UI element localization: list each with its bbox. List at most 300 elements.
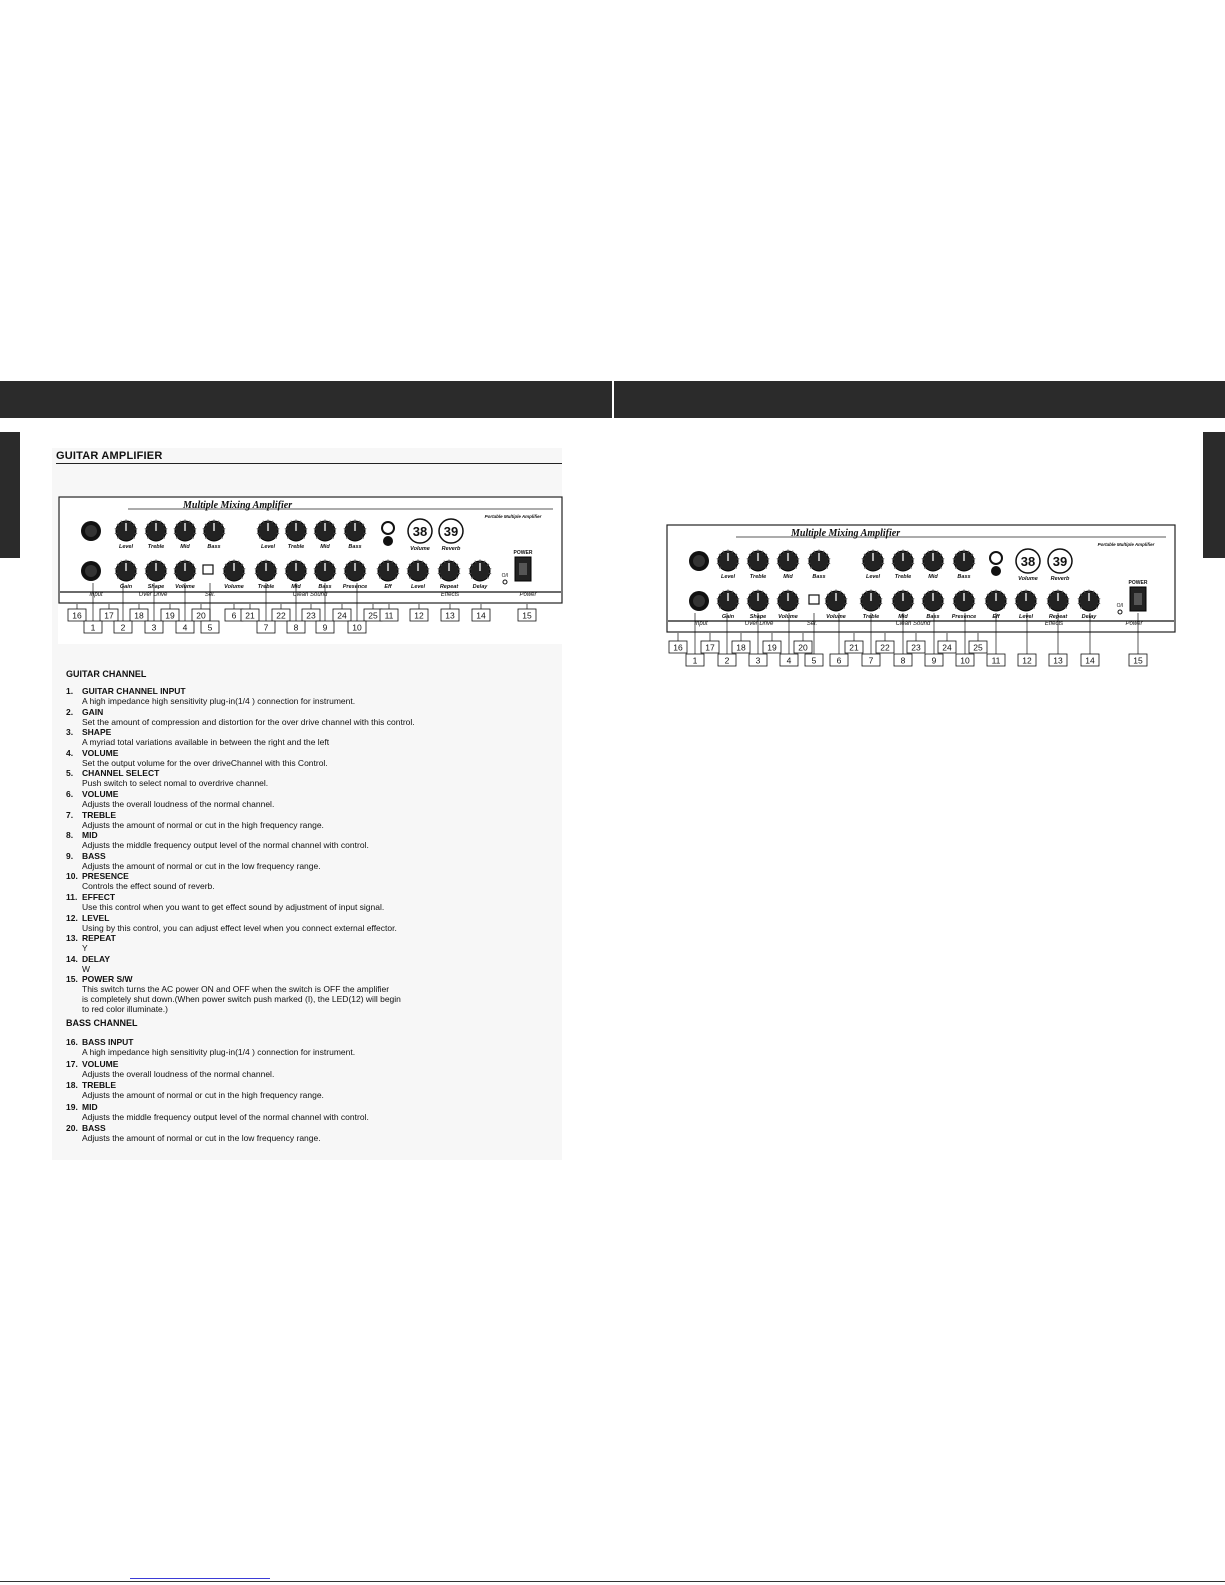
- knob-grip: [438, 573, 440, 574]
- knob-grip: [135, 529, 137, 530]
- panel-subtitle: Portable Multiple Amplifier: [1097, 542, 1155, 547]
- item-number: 2.: [66, 706, 74, 717]
- knob-label: Presence: [951, 614, 977, 620]
- item-title: BASS INPUT: [82, 1037, 134, 1047]
- callout-number: 24: [337, 610, 347, 621]
- knob-grip: [377, 569, 379, 570]
- knob-grip: [334, 533, 336, 534]
- item-title: DELAY: [82, 953, 111, 964]
- knob-label: Treble: [894, 574, 912, 580]
- amp-panel-diagram-right: [666, 524, 1176, 674]
- knob-grip: [860, 603, 862, 604]
- footer-rule: [0, 1581, 1225, 1582]
- guitar-channel-item: [66, 768, 546, 788]
- knob-grip: [135, 533, 137, 534]
- callout-number: 3: [151, 622, 157, 633]
- callout-number: 1: [90, 622, 96, 633]
- knob-grip: [165, 533, 167, 534]
- knob-grip: [203, 533, 205, 534]
- knob-grip: [305, 569, 307, 570]
- numbered-knob-label: 38: [412, 524, 428, 539]
- item-number: 17.: [66, 1058, 78, 1069]
- item-number: 20.: [66, 1123, 78, 1133]
- section-label: Clean Sound: [292, 592, 328, 598]
- callout-number: 15: [522, 610, 532, 621]
- knob-label: Mid: [180, 544, 190, 550]
- knob-grip: [165, 569, 167, 570]
- item-number: 16.: [66, 1037, 78, 1047]
- amp-panel-diagram-left: [58, 496, 563, 644]
- side-tab-left: [0, 432, 20, 558]
- item-description: A myriad total variations available in between the right and the left: [82, 737, 330, 748]
- knob-grip: [973, 563, 975, 564]
- knob-label: Treble: [257, 584, 275, 590]
- knob-grip: [922, 559, 924, 560]
- knob-label: Volume: [778, 614, 798, 620]
- callout-number: 20: [798, 642, 808, 653]
- callout-number: 21: [245, 610, 255, 621]
- knob-label: Level: [865, 574, 881, 580]
- knob-label: Delay: [1081, 614, 1097, 620]
- knob-grip: [973, 559, 975, 560]
- guitar-channel-item: [66, 892, 546, 912]
- knob-grip: [953, 563, 955, 564]
- panel-title: Multiple Mixing Amplifier: [183, 500, 293, 511]
- item-number: 10.: [66, 871, 78, 882]
- item-description: Adjusts the middle frequency output level of the normal channel with control.: [82, 840, 369, 851]
- power-label: POWER: [513, 550, 533, 556]
- knob-label: Volume: [224, 584, 244, 590]
- knob-grip: [912, 603, 914, 604]
- knob-label: Bass: [812, 574, 826, 580]
- knob-grip: [828, 559, 830, 560]
- item-number: 9.: [66, 850, 74, 861]
- callout-number: 7: [868, 655, 874, 666]
- item-description: Set the amount of compression and distortion for the over drive channel with this control.: [82, 716, 415, 727]
- knob-grip: [194, 569, 196, 570]
- knob-label: Level: [1018, 614, 1034, 620]
- knob-grip: [942, 559, 944, 560]
- guitar-channel-item: [66, 974, 546, 1014]
- knob-grip: [165, 529, 167, 530]
- item-number: 6.: [66, 788, 74, 799]
- knob-label: Bass: [318, 584, 332, 590]
- item-title: VOLUME: [82, 1058, 119, 1069]
- item-title: TREBLE: [82, 1080, 116, 1090]
- item-number: 3.: [66, 727, 74, 738]
- knob-label: Gain: [119, 584, 133, 590]
- knob-grip: [922, 563, 924, 564]
- section-label: Effects: [440, 592, 460, 598]
- power-on-label: O/I: [1116, 603, 1124, 609]
- item-number: 4.: [66, 747, 74, 758]
- guitar-channel-item: [66, 871, 546, 891]
- item-title: GAIN: [82, 706, 104, 717]
- side-tab-right: [1203, 432, 1225, 558]
- knob-grip: [860, 599, 862, 600]
- knob-grip: [767, 563, 769, 564]
- callout-number: 7: [263, 622, 269, 633]
- knob-grip: [828, 563, 830, 564]
- callout-number: 23: [306, 610, 316, 621]
- item-title: BASS: [82, 850, 106, 861]
- knob-grip: [314, 569, 316, 570]
- callout-number: 1: [692, 655, 698, 666]
- knob-label: Level: [720, 574, 736, 580]
- knob-grip: [1047, 599, 1049, 600]
- numbered-knob-label: 39: [1052, 554, 1068, 569]
- callout-number: 17: [104, 610, 114, 621]
- knob-grip: [892, 559, 894, 560]
- section-label: Power: [1125, 621, 1143, 627]
- knob-grip: [285, 529, 287, 530]
- knob-grip: [135, 569, 137, 570]
- callout-number: 2: [724, 655, 730, 666]
- knob-grip: [777, 559, 779, 560]
- knob-grip: [305, 533, 307, 534]
- section-label: Input: [89, 592, 103, 598]
- knob-grip: [115, 533, 117, 534]
- knob-grip: [364, 573, 366, 574]
- item-description: Controls the effect sound of reverb.: [82, 881, 215, 892]
- knob-grip: [469, 569, 471, 570]
- guitar-channel-item: [66, 851, 546, 871]
- power-switch-rocker: [519, 563, 527, 575]
- knob-grip: [314, 533, 316, 534]
- knob-label: Volume: [1018, 576, 1038, 582]
- callout-number: 5: [207, 622, 213, 633]
- knob-grip: [737, 599, 739, 600]
- item-title: MID: [82, 1101, 98, 1112]
- header-bar-left: [0, 381, 612, 418]
- callout-number: 10: [352, 622, 362, 633]
- knob-grip: [825, 603, 827, 604]
- knob-grip: [489, 569, 491, 570]
- knob-label: Level: [410, 584, 426, 590]
- knob-grip: [1078, 603, 1080, 604]
- item-number: 14.: [66, 953, 78, 964]
- knob-grip: [1035, 603, 1037, 604]
- knob-grip: [1035, 599, 1037, 600]
- knob-label: Bass: [926, 614, 940, 620]
- knob-grip: [882, 559, 884, 560]
- callout-number: 6: [836, 655, 842, 666]
- item-description: This switch turns the AC power ON and OFF when the switch is OFF the amplifier is completely shut down.(When power switch push marked (I), the LED(12) will begin to red color illuminate.): [82, 984, 401, 1015]
- knob-grip: [275, 573, 277, 574]
- knob-grip: [285, 533, 287, 534]
- knob-grip: [1005, 603, 1007, 604]
- section-label: Sel.: [806, 621, 818, 627]
- knob-grip: [922, 599, 924, 600]
- knob-grip: [407, 569, 409, 570]
- knob-grip: [223, 569, 225, 570]
- callout-number: 4: [182, 622, 188, 633]
- knob-grip: [223, 533, 225, 534]
- callout-number: 13: [445, 610, 455, 621]
- knob-grip: [1098, 603, 1100, 604]
- knob-grip: [438, 569, 440, 570]
- knob-grip: [737, 559, 739, 560]
- callout-number: 2: [120, 622, 126, 633]
- knob-grip: [942, 563, 944, 564]
- bass-channel-item: [66, 1102, 546, 1122]
- knob-grip: [174, 573, 176, 574]
- knob-grip: [165, 573, 167, 574]
- guitar-input-jack-inner: [693, 595, 705, 607]
- callout-number: 22: [880, 642, 890, 653]
- section-title: GUITAR AMPLIFIER: [56, 450, 562, 464]
- knob-grip: [257, 529, 259, 530]
- item-title: BASS: [82, 1123, 106, 1133]
- knob-grip: [985, 599, 987, 600]
- amp-panel-svg-left: [58, 496, 563, 644]
- knob-grip: [1015, 603, 1017, 604]
- callout-number: 14: [476, 610, 486, 621]
- item-description: Y: [82, 943, 88, 954]
- item-description: W: [82, 963, 91, 974]
- callout-number: 12: [414, 610, 424, 621]
- knob-label: Mid: [783, 574, 793, 580]
- knob-grip: [825, 599, 827, 600]
- knob-grip: [737, 563, 739, 564]
- section-label: Over Drive: [138, 592, 168, 598]
- item-description: A high impedance high sensitivity plug-in(1/4 ) connection for instrument.: [82, 696, 356, 706]
- knob-grip: [377, 573, 379, 574]
- knob-grip: [257, 533, 259, 534]
- knob-grip: [407, 573, 409, 574]
- guitar-channel-item: [66, 810, 546, 830]
- knob-grip: [397, 569, 399, 570]
- item-title: CHANNEL SELECT: [82, 768, 160, 779]
- knob-grip: [880, 599, 882, 600]
- knob-label: Volume: [175, 584, 195, 590]
- item-title: GUITAR CHANNEL INPUT: [82, 686, 186, 696]
- item-description: Push switch to select nomal to overdrive channel.: [82, 778, 269, 789]
- callout-number: 19: [165, 610, 175, 621]
- knob-label: Mid: [928, 574, 938, 580]
- knob-grip: [767, 559, 769, 560]
- knob-label: Mid: [320, 544, 330, 550]
- knob-grip: [797, 563, 799, 564]
- guitar-channel-list: [66, 686, 546, 1015]
- guitar-channel-item: [66, 686, 546, 706]
- knob-label: Presence: [342, 584, 368, 590]
- knob-grip: [777, 563, 779, 564]
- knob-grip: [953, 559, 955, 560]
- knob-label: Eff: [992, 614, 1000, 620]
- knob-grip: [892, 599, 894, 600]
- bass-input-jack-inner: [85, 525, 97, 537]
- knob-label: Mid: [291, 584, 301, 590]
- knob-grip: [314, 573, 316, 574]
- item-description: Adjusts the amount of normal or cut in the high frequency range.: [82, 819, 324, 830]
- item-description: Adjusts the amount of normal or cut in the low frequency range.: [82, 860, 321, 871]
- knob-grip: [285, 569, 287, 570]
- knob-grip: [973, 599, 975, 600]
- callout-number: 11: [384, 610, 394, 621]
- knob-grip: [767, 603, 769, 604]
- knob-grip: [922, 603, 924, 604]
- knob-grip: [862, 559, 864, 560]
- knob-grip: [912, 563, 914, 564]
- guitar-channel-item: [66, 727, 546, 747]
- knob-label: Treble: [749, 574, 767, 580]
- knob-grip: [953, 603, 955, 604]
- callout-number: 3: [755, 655, 761, 666]
- callout-number: 25: [368, 610, 378, 621]
- knob-grip: [458, 569, 460, 570]
- knob-grip: [1098, 599, 1100, 600]
- knob-grip: [243, 569, 245, 570]
- knob-grip: [427, 573, 429, 574]
- knob-grip: [912, 599, 914, 600]
- knob-grip: [808, 559, 810, 560]
- footer-link-underline: [130, 1578, 270, 1579]
- knob-grip: [115, 529, 117, 530]
- callout-number: 4: [786, 655, 792, 666]
- knob-grip: [364, 533, 366, 534]
- knob-label: Bass: [957, 574, 971, 580]
- item-description: Adjusts the overall loudness of the normal channel.: [82, 1068, 275, 1079]
- knob-label: Bass: [207, 544, 221, 550]
- callout-number: 11: [991, 655, 1001, 666]
- knob-grip: [277, 533, 279, 534]
- knob-grip: [145, 533, 147, 534]
- callout-number: 15: [1133, 655, 1143, 666]
- knob-grip: [1015, 599, 1017, 600]
- knob-grip: [747, 563, 749, 564]
- knob-grip: [845, 603, 847, 604]
- knob-label: Shape: [749, 614, 767, 620]
- knob-label: Treble: [862, 614, 880, 620]
- item-title: POWER S/W: [82, 974, 133, 985]
- callout-number: 23: [911, 642, 921, 653]
- knob-grip: [174, 569, 176, 570]
- callout-number: 18: [134, 610, 144, 621]
- knob-grip: [314, 529, 316, 530]
- knob-grip: [892, 603, 894, 604]
- knob-grip: [717, 563, 719, 564]
- header-bar-right: [614, 381, 1225, 418]
- item-description: A high impedance high sensitivity plug-in(1/4 ) connection for instrument.: [82, 1047, 356, 1057]
- knob-grip: [737, 603, 739, 604]
- knob-grip: [305, 573, 307, 574]
- amp-panel-svg-right: [666, 524, 1176, 674]
- knob-grip: [942, 603, 944, 604]
- item-number: 8.: [66, 830, 74, 841]
- knob-grip: [255, 569, 257, 570]
- section-label: Sel.: [204, 592, 216, 598]
- knob-label: Reverb: [1050, 576, 1070, 582]
- knob-grip: [985, 603, 987, 604]
- panel-subtitle: Portable Multiple Amplifier: [484, 514, 542, 519]
- item-number: 19.: [66, 1101, 78, 1112]
- knob-grip: [767, 599, 769, 600]
- knob-grip: [912, 559, 914, 560]
- bass-channel-item: [66, 1037, 546, 1057]
- bass-channel-item: [66, 1123, 546, 1143]
- callout-number: 19: [767, 642, 777, 653]
- guitar-channel-item: [66, 707, 546, 727]
- knob-grip: [747, 599, 749, 600]
- callout-number: 14: [1085, 655, 1095, 666]
- item-number: 11.: [66, 891, 78, 902]
- callout-number: 22: [276, 610, 286, 621]
- knob-grip: [203, 529, 205, 530]
- item-number: 12.: [66, 912, 78, 923]
- callout-number: 9: [322, 622, 328, 633]
- knob-label: Delay: [472, 584, 488, 590]
- callout-number: 18: [736, 642, 746, 653]
- numbered-knob-label: 38: [1020, 554, 1036, 569]
- knob-grip: [364, 569, 366, 570]
- knob-grip: [880, 603, 882, 604]
- callout-number: 25: [973, 642, 983, 653]
- item-title: SHAPE: [82, 727, 112, 738]
- item-title: VOLUME: [82, 747, 119, 758]
- knob-grip: [115, 573, 117, 574]
- knob-grip: [973, 603, 975, 604]
- knob-grip: [334, 573, 336, 574]
- knob-grip: [1047, 603, 1049, 604]
- effects-jack: [382, 522, 394, 534]
- power-on-label: O/I: [501, 573, 509, 579]
- knob-grip: [489, 573, 491, 574]
- knob-grip: [243, 573, 245, 574]
- knob-grip: [135, 573, 137, 574]
- knob-grip: [777, 603, 779, 604]
- knob-grip: [797, 599, 799, 600]
- knob-grip: [305, 529, 307, 530]
- knob-grip: [194, 573, 196, 574]
- knob-grip: [942, 599, 944, 600]
- callout-number: 16: [72, 610, 82, 621]
- knob-grip: [717, 599, 719, 600]
- knob-grip: [1078, 599, 1080, 600]
- callout-number: 8: [900, 655, 906, 666]
- knob-grip: [747, 559, 749, 560]
- callout-number: 16: [673, 642, 683, 653]
- section-label: Power: [519, 592, 537, 598]
- item-number: 1.: [66, 686, 74, 696]
- item-description: Using by this control, you can adjust effect level when you connect external effector.: [82, 922, 397, 933]
- guitar-channel-heading: GUITAR CHANNEL: [66, 669, 147, 679]
- knob-grip: [145, 569, 147, 570]
- knob-label: Volume: [826, 614, 846, 620]
- knob-grip: [194, 529, 196, 530]
- knob-grip: [344, 529, 346, 530]
- section-label: Effects: [1044, 621, 1064, 627]
- item-number: 18.: [66, 1080, 78, 1090]
- effects-jack-lower: [383, 536, 393, 546]
- guitar-channel-item: [66, 954, 546, 974]
- power-switch-rocker: [1134, 593, 1142, 605]
- callout-number: 17: [705, 642, 715, 653]
- callout-number: 5: [811, 655, 817, 666]
- knob-label: Reverb: [441, 546, 461, 552]
- knob-label: Repeat: [1048, 614, 1068, 620]
- section-label: Input: [694, 621, 708, 627]
- knob-label: Bass: [348, 544, 362, 550]
- knob-grip: [1067, 599, 1069, 600]
- knob-grip: [397, 573, 399, 574]
- knob-label: Level: [260, 544, 276, 550]
- knob-grip: [277, 529, 279, 530]
- callout-number: 6: [231, 610, 237, 621]
- knob-label: Volume: [410, 546, 430, 552]
- guitar-input-jack-inner: [85, 565, 97, 577]
- knob-grip: [862, 563, 864, 564]
